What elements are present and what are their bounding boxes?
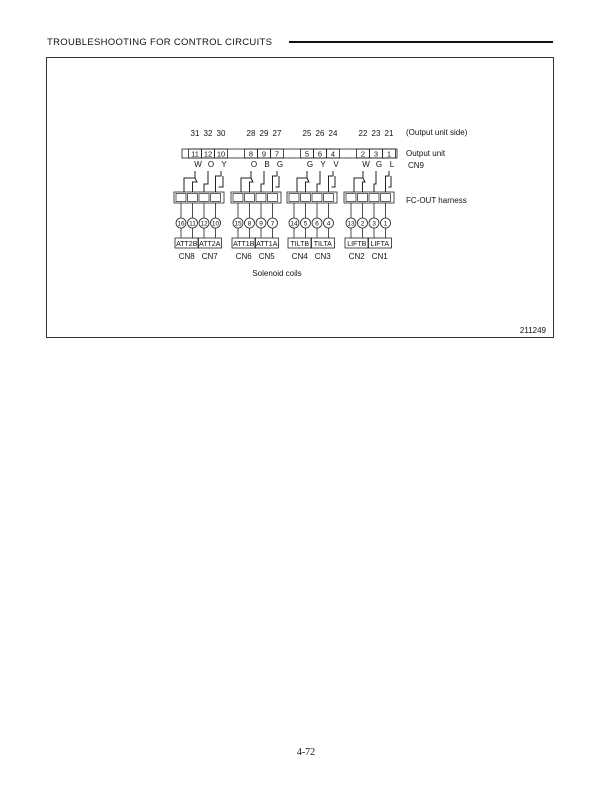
harness-cell — [211, 194, 221, 202]
harness-cell — [256, 194, 266, 202]
pin-circle-number: 9 — [259, 220, 263, 228]
pin-circle-number: 8 — [247, 220, 252, 228]
coil-label: LIFTB — [347, 240, 367, 248]
harness-cell — [245, 194, 255, 202]
pin-circle-number: 10 — [211, 220, 220, 228]
cn9-cell-number: 8 — [248, 149, 254, 159]
coil-connector-label: CN7 — [201, 252, 218, 261]
pin-circle-number: 11 — [189, 220, 196, 228]
cn9-cell-number: 2 — [360, 149, 366, 159]
harness-wire — [317, 171, 320, 192]
harness-cell — [233, 194, 243, 202]
coil-label: ATT1B — [233, 240, 255, 248]
top-pin-number: 21 — [384, 129, 394, 138]
top-pin-number: 25 — [302, 129, 312, 138]
output-unit-label: Output unit — [406, 149, 446, 158]
figure-id: 211249 — [519, 326, 546, 335]
page-number: 4-72 — [296, 747, 316, 758]
wire-color-code: B — [264, 160, 270, 169]
pin-circle-number: 16 — [177, 220, 185, 228]
coil-connector-labels — [179, 252, 389, 261]
coil-connector-label: CN2 — [348, 252, 365, 261]
top-pin-number: 26 — [315, 129, 325, 138]
pin-circle-number: 2 — [360, 220, 365, 228]
coil-connector-label: CN5 — [258, 252, 275, 261]
top-pin-numbers — [191, 129, 394, 138]
harness-wire — [354, 171, 363, 192]
coil-label: ATT1A — [256, 240, 278, 248]
harness-wire — [204, 171, 208, 192]
top-pin-number: 28 — [246, 129, 256, 138]
cn9-cell-number: 6 — [317, 149, 323, 159]
top-pin-number: 24 — [328, 129, 338, 138]
fc-out-harness-connector — [174, 192, 394, 203]
harness-cell — [176, 194, 186, 202]
harness-cell — [324, 194, 334, 202]
wire-color-code: L — [389, 160, 395, 169]
top-pin-number: 27 — [272, 129, 282, 138]
pin-circle-number: 5 — [303, 220, 308, 228]
harness-wire — [273, 171, 278, 192]
cn9-cell-number: 3 — [373, 149, 379, 159]
harness-wire — [219, 176, 224, 187]
wire-color-code: W — [362, 160, 370, 169]
harness-wire — [386, 171, 390, 192]
pin-circle-number: 15 — [234, 220, 242, 228]
harness-wires — [184, 171, 391, 192]
harness-cell — [312, 194, 322, 202]
cn9-cell-number: 5 — [304, 149, 310, 159]
wire-color-code: V — [333, 160, 339, 169]
pin-circle-number: 7 — [270, 220, 275, 228]
coil-label: TILTB — [290, 240, 310, 248]
pin-circle-number: 13 — [347, 220, 355, 228]
cn9-cell-number: 9 — [261, 149, 267, 159]
top-pin-number: 29 — [259, 129, 269, 138]
harness-cell — [289, 194, 299, 202]
harness-cell — [268, 194, 278, 202]
coil-label: TILTA — [313, 240, 332, 248]
pin-circle-number: 6 — [315, 220, 319, 228]
pin-circles — [176, 203, 391, 228]
top-pin-number: 22 — [358, 129, 368, 138]
top-pin-number: 31 — [190, 129, 200, 138]
top-pin-number: 30 — [216, 129, 226, 138]
harness-cell — [381, 194, 391, 202]
top-pin-number: 23 — [371, 129, 381, 138]
top-pin-number: 32 — [203, 129, 213, 138]
solenoid-coil-boxes — [175, 228, 392, 248]
pin-circle-number: 3 — [372, 220, 376, 228]
cn9-cell-number: 4 — [330, 149, 336, 159]
harness-wire — [306, 178, 310, 192]
wire-color-code: W — [194, 160, 202, 169]
harness-cell — [301, 194, 311, 202]
wire-color-code: O — [207, 160, 215, 169]
pin-circle-number: 1 — [383, 220, 388, 228]
coil-connector-label: CN4 — [291, 252, 308, 261]
coil-connector-label: CN8 — [178, 252, 195, 261]
coil-connector-label: CN6 — [235, 252, 252, 261]
pin-circle-number: 12 — [200, 220, 208, 228]
wire-color-codes — [194, 160, 395, 169]
harness-cell — [369, 194, 379, 202]
harness-cell — [358, 194, 368, 202]
solenoid-coils-label: Solenoid coils — [252, 269, 302, 278]
page-header-title: TROUBLESHOOTING FOR CONTROL CIRCUITS — [47, 37, 273, 48]
wire-color-code: Y — [320, 160, 326, 169]
cn9-cell-number: 11 — [191, 149, 199, 159]
harness-wire — [216, 171, 222, 192]
harness-wire — [374, 171, 376, 192]
cn9-label: CN9 — [408, 161, 425, 170]
pin-circle-number: 14 — [290, 220, 298, 228]
coil-label: LIFTA — [370, 240, 390, 248]
harness-wire — [329, 171, 334, 192]
fc-out-harness-label: FC-OUT harness — [406, 196, 467, 205]
wire-color-code: G — [276, 160, 284, 169]
coil-connector-label: CN3 — [314, 252, 331, 261]
diagram-frame — [46, 57, 554, 338]
harness-wire — [276, 176, 280, 187]
cn9-cell-number: 1 — [386, 149, 392, 159]
wire-color-code: G — [306, 160, 314, 169]
harness-cell — [188, 194, 198, 202]
output-side-label: (Output unit side) — [406, 128, 468, 137]
wiring-diagram — [47, 58, 555, 339]
header-rule — [289, 41, 553, 43]
coil-label: ATT2B — [176, 240, 198, 248]
harness-wire — [332, 176, 336, 187]
wire-color-code: Y — [221, 160, 227, 169]
cn9-connector — [182, 149, 397, 159]
coil-label: ATT2A — [199, 240, 221, 248]
harness-wire — [363, 178, 366, 192]
harness-wire — [193, 178, 198, 192]
harness-wire — [250, 178, 254, 192]
cn9-cell-number: 12 — [203, 149, 213, 159]
harness-wire — [261, 171, 264, 192]
harness-wire — [389, 176, 392, 187]
pin-circle-number: 4 — [326, 220, 331, 228]
coil-connector-label: CN1 — [371, 252, 388, 261]
cn9-cell-number: 7 — [274, 149, 280, 159]
wire-color-code: G — [375, 160, 383, 169]
wire-color-code: O — [250, 160, 258, 169]
cn9-cell-number: 10 — [216, 149, 226, 159]
harness-cell — [346, 194, 356, 202]
harness-cell — [199, 194, 209, 202]
